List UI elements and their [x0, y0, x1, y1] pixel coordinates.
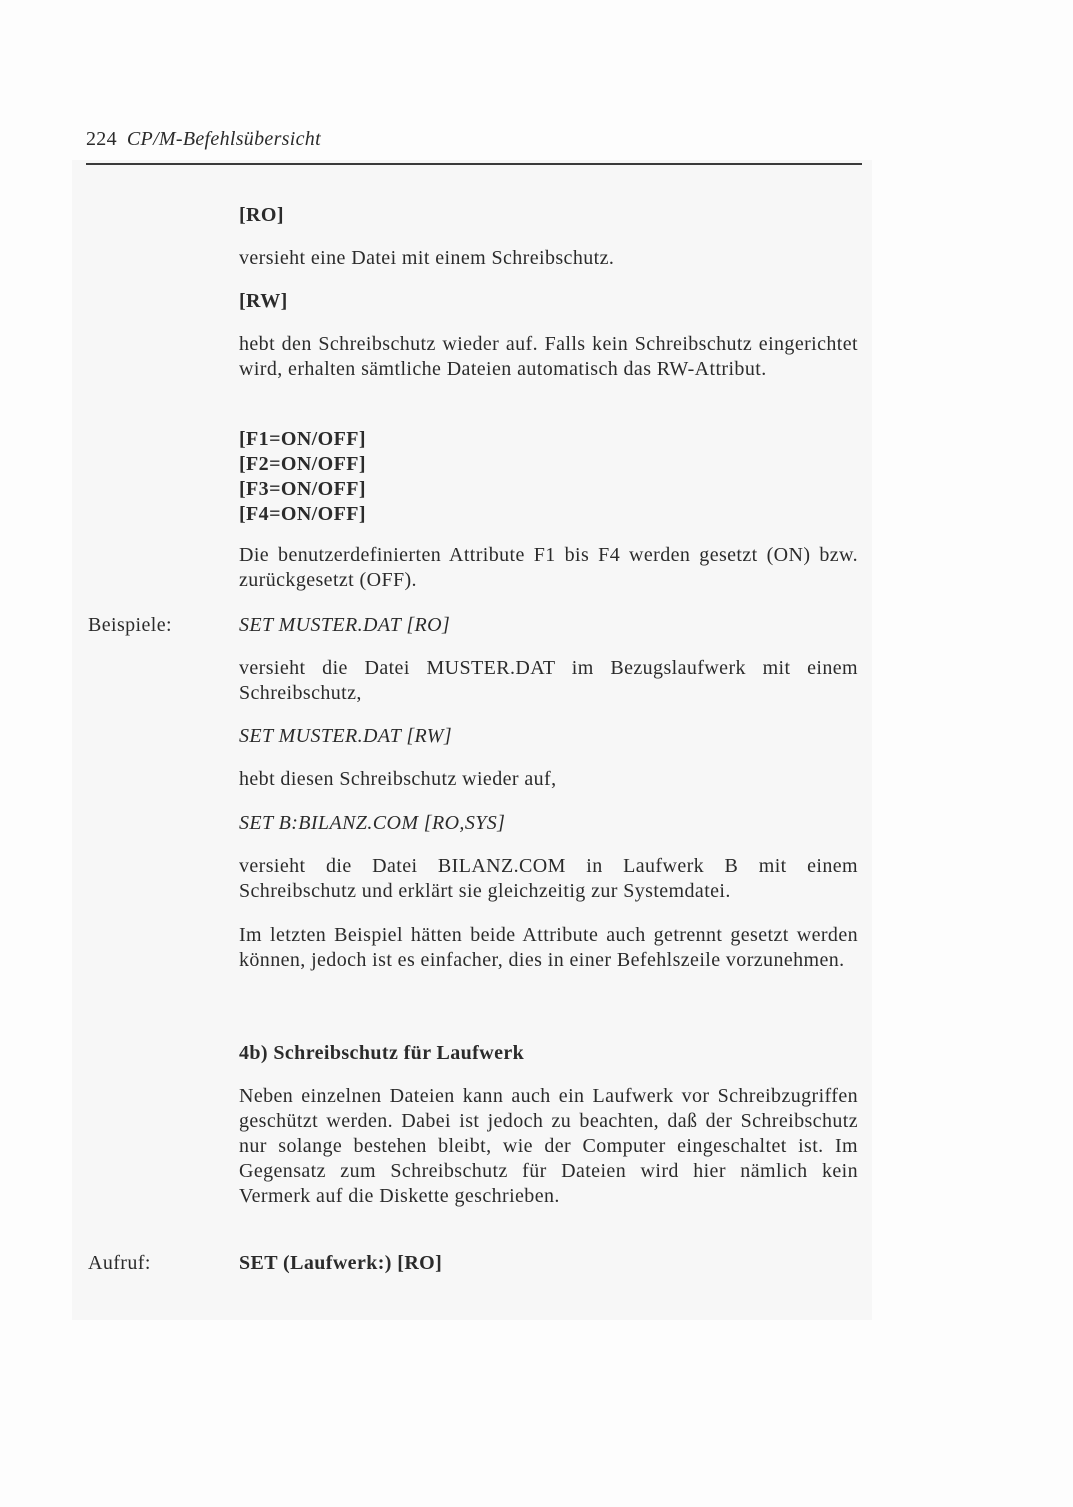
example-2-command: SET MUSTER.DAT [RW]: [239, 725, 453, 747]
examples-closing-paragraph: Im letzten Beispiel hätten beide Attribute auch getrennt gesetzt werden können, jedoch ist es einfacher, dies in einer Befehlszeile vorzunehmen.: [239, 924, 858, 971]
ro-attribute-description: versieht eine Datei mit einem Schreibschutz.: [239, 247, 615, 269]
f-attributes-list: [239, 427, 858, 527]
call-label: Aufruf:: [88, 1252, 151, 1274]
ro-attribute-label: [RO]: [239, 204, 284, 226]
example-3-description: versieht die Datei BILANZ.COM in Laufwerk B mit einem Schreibschutz und erklärt sie gleichzeitig zur Systemdatei.: [239, 855, 858, 902]
f1-attribute-label: [F1=ON/OFF]: [239, 428, 366, 450]
example-3-command: SET B:BILANZ.COM [RO,SYS]: [239, 812, 506, 834]
f2-attribute-label: [F2=ON/OFF]: [239, 453, 366, 475]
running-header: [86, 128, 321, 151]
rw-attribute-label: [RW]: [239, 290, 288, 312]
f3-attribute-label: [F3=ON/OFF]: [239, 478, 366, 500]
f4-attribute-label: [F4=ON/OFF]: [239, 503, 366, 525]
page-number: 224: [86, 128, 117, 150]
rw-attribute-description: hebt den Schreibschutz wieder auf. Falls kein Schreibschutz eingerichtet wird, erhalten sämtliche Dateien automatisch das RW-Attribut.: [239, 333, 858, 380]
example-1-command: SET MUSTER.DAT [RO]: [239, 614, 451, 636]
examples-label: Beispiele:: [88, 614, 172, 636]
example-2-description: hebt diesen Schreibschutz wieder auf,: [239, 768, 557, 790]
section-heading: 4b) Schreibschutz für Laufwerk: [239, 1042, 525, 1064]
call-syntax: SET (Laufwerk:) [RO]: [239, 1252, 443, 1274]
header-rule: [86, 163, 862, 165]
running-title: CP/M-Befehlsübersicht: [126, 128, 321, 150]
f-attributes-description: Die benutzerdefinierten Attribute F1 bis F4 werden gesetzt (ON) bzw. zurückgesetzt (OFF).: [239, 544, 858, 591]
section-paragraph: Neben einzelnen Dateien kann auch ein Laufwerk vor Schreibzugriffen geschützt werden. Dabei ist jedoch zu beachten, daß der Schreibschutz nur solange bestehen bleibt, wie der Computer eingeschaltet ist. Im Gegensatz zum Schreibschutz für Dateien wird hier nämlich kein Vermerk auf die Diskette geschrieben.: [239, 1085, 858, 1207]
example-1-description: versieht die Datei MUSTER.DAT im Bezugslaufwerk mit einem Schreibschutz,: [239, 657, 858, 704]
